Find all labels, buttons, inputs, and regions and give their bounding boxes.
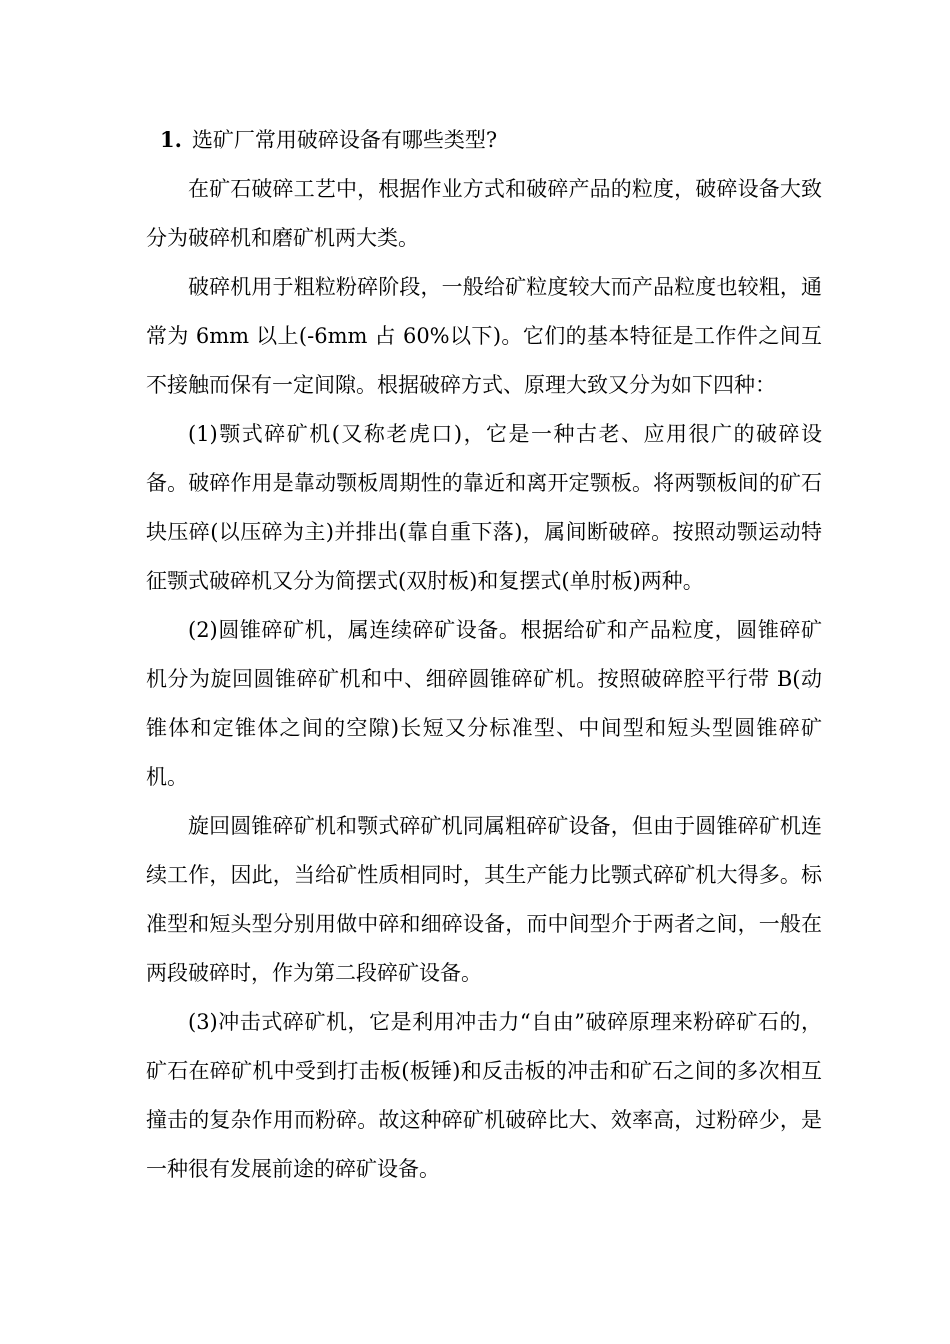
paragraph-jaw-crusher: (1)颚式碎矿机(又称老虎口)，它是一种古老、应用很广的破碎设备。破碎作用是靠动颚板周期性的靠近和离开定颚板。将两颚板间的矿石块压碎(以压碎为主)并排出(靠自重下落)，属间断破碎。按照动颚运动特征颚式破碎机又分为简摆式(双肘板)和复摆式(单肘板)两种。 <box>146 422 822 593</box>
paragraph-crusher-overview: 破碎机用于粗粒粉碎阶段，一般给矿粒度较大而产品粒度也较粗，通常为 6mm 以上(-6mm 占 60%以下)。它们的基本特征是工作件之间互不接触而保有一定间隙。根据破碎方式、原理大致又分为如下四种： <box>146 275 822 397</box>
paragraph-intro: 在矿石破碎工艺中，根据作业方式和破碎产品的粒度，破碎设备大致分为破碎机和磨矿机两大类。 <box>146 177 822 250</box>
question-number: 1. <box>160 127 182 152</box>
paragraph-gyratory-comparison: 旋回圆锥碎矿机和颚式碎矿机同属粗碎矿设备，但由于圆锥碎矿机连续工作，因此，当给矿性质相同时，其生产能力比颚式碎矿机大得多。标准型和短头型分别用做中碎和细碎设备，而中间型介于两者之间，一般在两段破碎时，作为第二段碎矿设备。 <box>146 814 822 985</box>
paragraph-impact-crusher: (3)冲击式碎矿机，它是利用冲击力“自由”破碎原理来粉碎矿石的，矿石在碎矿机中受到打击板(板锤)和反击板的冲击和矿石之间的多次相互撞击的复杂作用而粉碎。故这种碎矿机破碎比大、效率高，过粉碎少，是一种很有发展前途的碎矿设备。 <box>146 1010 822 1181</box>
document-body <box>146 115 822 1194</box>
question-heading <box>146 115 822 165</box>
question-text: 选矿厂常用破碎设备有哪些类型? <box>191 128 498 152</box>
paragraph-cone-crusher: (2)圆锥碎矿机，属连续碎矿设备。根据给矿和产品粒度，圆锥碎矿机分为旋回圆锥碎矿机和中、细碎圆锥碎矿机。按照破碎腔平行带 B(动锥体和定锥体之间的空隙)长短又分标准型、中间型和短头型圆锥碎矿机。 <box>146 618 822 789</box>
